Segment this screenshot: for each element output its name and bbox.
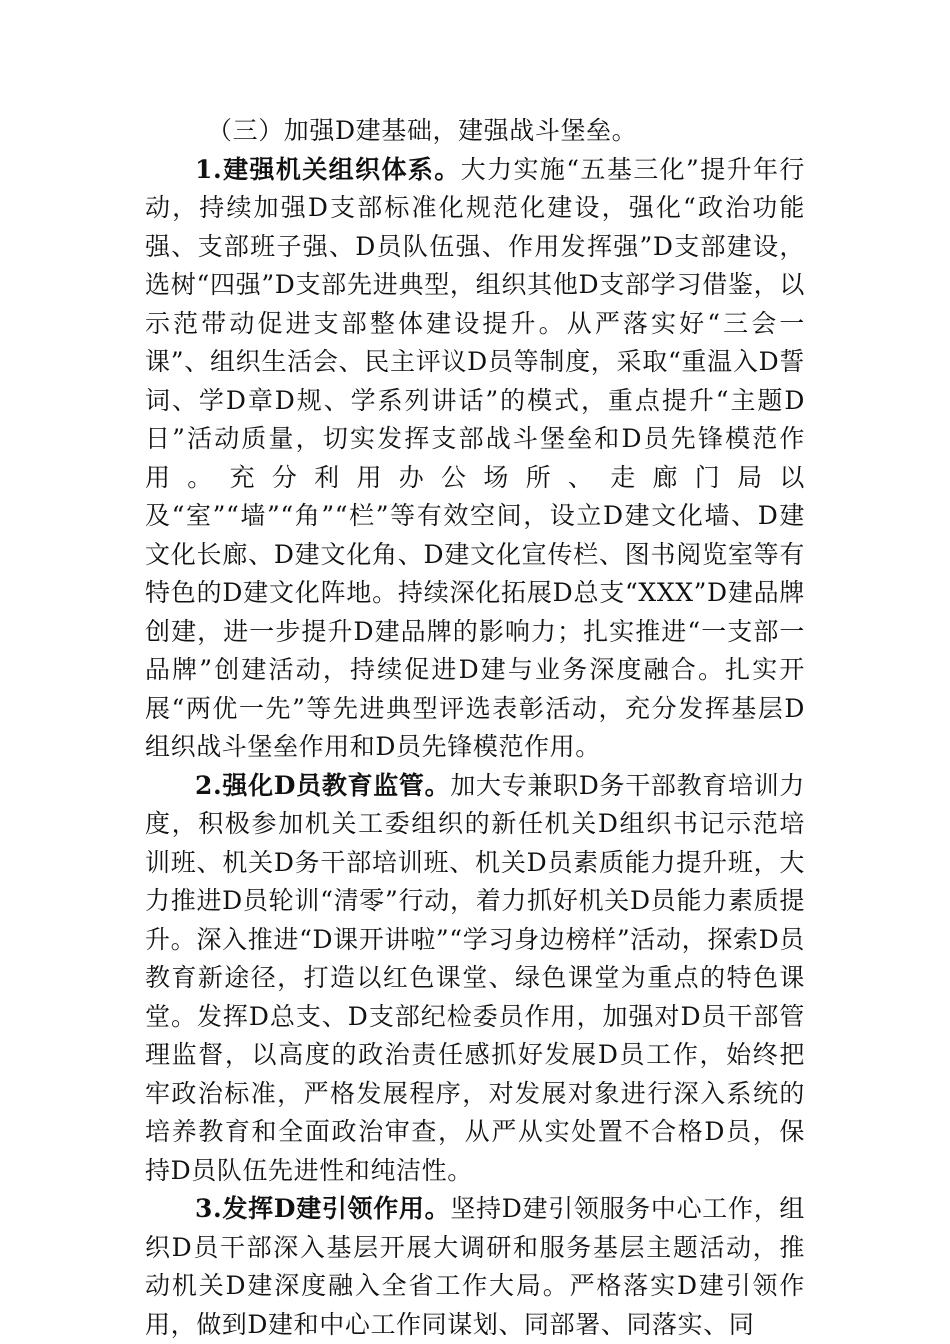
item-1-title: 1.建强机关组织体系。 bbox=[195, 154, 461, 184]
paragraph-item-1 bbox=[145, 151, 805, 767]
paragraph-item-2 bbox=[145, 767, 805, 1191]
paragraph-item-3 bbox=[145, 1190, 805, 1344]
item-3-title: 3.发挥D建引领作用。 bbox=[195, 1194, 451, 1223]
item-2-body: 加大专兼职D务干部教育培训力度，积极参加机关工委组织的新任机关D组织书记示范培训班、机关D务干部培训班、机关D员素质能力提升班，大力推进D员轮训“清零”行动，着力抓好机关D员能力素质提升。深入推进“D课开讲啦”“学习身边榜样”活动，探索D员教育新途径，打造以红色课堂、绿色课堂为重点的特色课堂。发挥D总支、D支部纪检委员作用，加强对D员干部管理监督，以高度的政治责任感抓好发展D员工作，始终把牢政治标准，严格发展程序，对发展对象进行深入系统的培养教育和全面政治审查，从严从实处置不合格D员，保持D员队伍先进性和纯洁性。 bbox=[145, 770, 805, 1185]
item-2-title: 2.强化D员教育监管。 bbox=[195, 770, 451, 800]
item-1-body: 大力实施“五基三化”提升年行动，持续加强D支部标准化规范化建设，强化“政治功能强、支部班子强、D员队伍强、作用发挥强”D支部建设，选树“四强”D支部先进典型，组织其他D支部学习借鉴，以示范带动促进支部整体建设提升。从严落实好“三会一课”、组织生活会、民主评议D员等制度，采取“重温入D誓词、学D章D规、学系列讲话”的模式，重点提升“主题D日”活动质量，切实发挥支部战斗堡垒和D员先锋模范作用。充分利用办公场所、走廊门局以及“室”“墙”“角”“栏”等有效空间，设立D建文化墙、D建文化长廊、D建文化角、D建文化宣传栏、图书阅览室等有特色的D建文化阵地。持续深化拓展D总支“XXX”D建品牌创建，进一步提升D建品牌的影响力；扎实推进“一支部一品牌”创建活动，持续促进D建与业务深度融合。扎实开展“两优一先”等先进典型评选表彰活动，充分发挥基层D组织战斗堡垒作用和D员先锋模范作用。 bbox=[145, 154, 805, 761]
item-3-body: 坚持D建引领服务中心工作，组织D员干部深入基层开展大调研和服务基层主题活动，推动机关D建深度融入全省工作大局。严格落实D建引领作用，做到D建和中心工作同谋划、同部署、同落实、同 bbox=[145, 1194, 805, 1339]
section-heading: （三）加强D建基础，建强战斗堡垒。 bbox=[207, 116, 638, 145]
document-body bbox=[145, 112, 805, 1344]
